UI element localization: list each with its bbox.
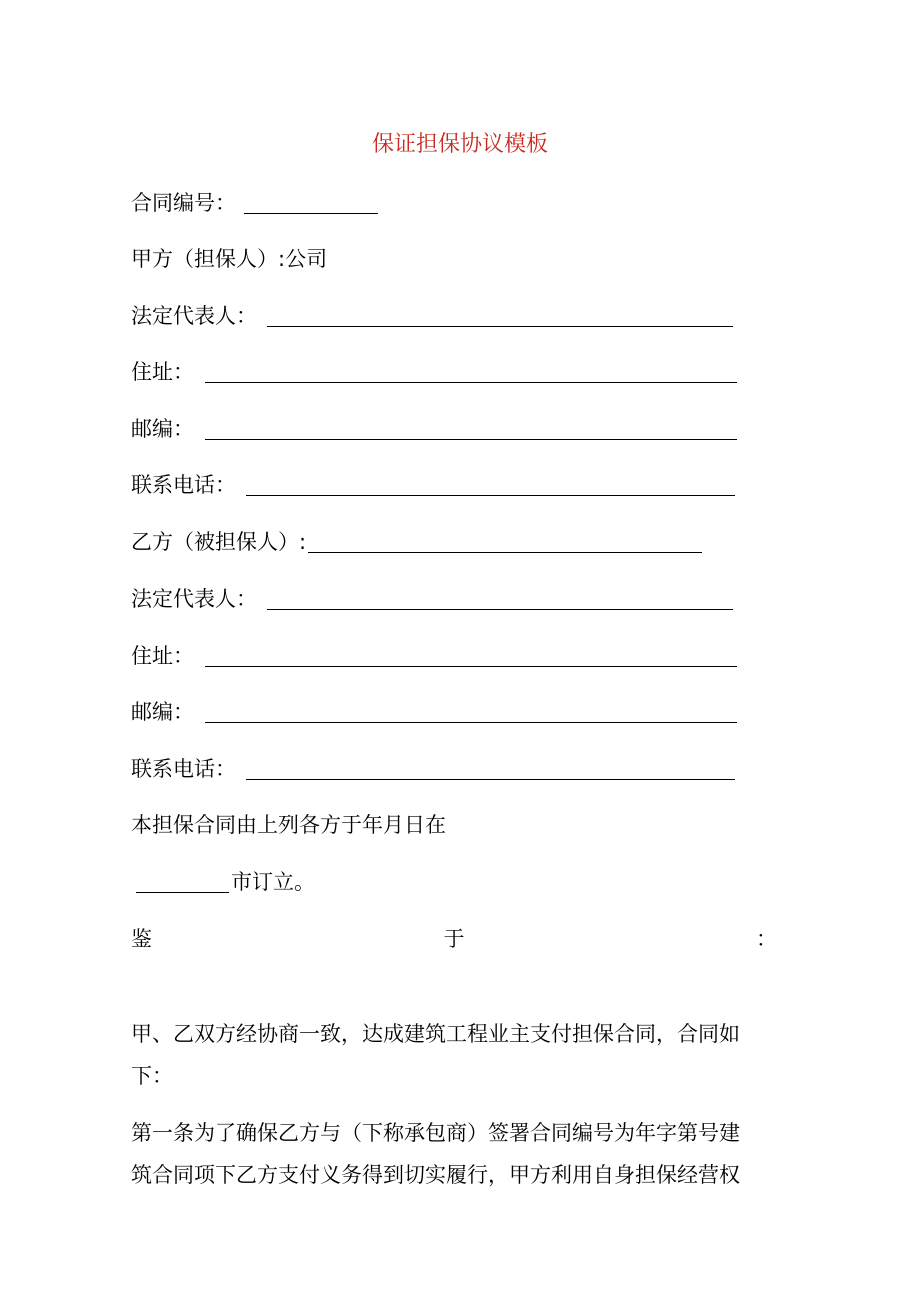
whereas-part-1: 鉴 bbox=[131, 927, 152, 951]
party-a-rep-label: 法定代表人： bbox=[131, 304, 257, 328]
city-suffix: 市订立。 bbox=[231, 870, 315, 894]
party-a-label: 甲方（担保人）:公司 bbox=[131, 247, 328, 271]
party-b-rep-line bbox=[131, 584, 733, 614]
whereas-part-2: 于 bbox=[443, 927, 465, 951]
party-a-phone-blank bbox=[246, 473, 735, 496]
party-a-line bbox=[131, 244, 327, 274]
party-b-phone-label: 联系电话： bbox=[131, 757, 236, 781]
article-1-line-1: 第一条为了确保乙方与（下称承包商）签署合同编号为年字第号建 bbox=[131, 1121, 740, 1145]
party-b-rep-label: 法定代表人： bbox=[131, 587, 257, 611]
agreement-line-2: 下： bbox=[131, 1064, 173, 1088]
agreement-line-1: 甲、乙双方经协商一致，达成建筑工程业主支付担保合同，合同如 bbox=[131, 1022, 740, 1046]
party-a-phone-line bbox=[131, 470, 735, 500]
contract-number-blank bbox=[244, 191, 378, 214]
party-b-rep-blank bbox=[267, 587, 733, 610]
article-1-line-2: 筑合同项下乙方支付义务得到切实履行，甲方利用自身担保经营权 bbox=[131, 1163, 740, 1187]
party-a-address-blank bbox=[205, 360, 737, 383]
party-b-address-line bbox=[131, 641, 737, 671]
party-b-address-blank bbox=[205, 644, 737, 667]
party-a-rep-blank bbox=[267, 304, 733, 327]
party-b-phone-line bbox=[131, 754, 735, 784]
contract-number-line bbox=[131, 188, 378, 218]
party-b-blank bbox=[308, 530, 702, 553]
contract-number-label: 合同编号： bbox=[131, 191, 236, 215]
city-blank bbox=[136, 870, 229, 893]
party-a-address-line bbox=[131, 357, 737, 387]
agreement-paragraph bbox=[131, 1013, 795, 1097]
whereas-line bbox=[131, 924, 777, 954]
party-b-postcode-label: 邮编： bbox=[131, 700, 194, 724]
city-line bbox=[136, 867, 315, 897]
party-b-postcode-line bbox=[131, 697, 737, 727]
party-a-postcode-line bbox=[131, 414, 737, 444]
party-b-address-label: 住址： bbox=[131, 644, 194, 668]
party-a-phone-label: 联系电话： bbox=[131, 473, 236, 497]
document-title: 保证担保协议模板 bbox=[371, 132, 548, 157]
party-b-line bbox=[131, 527, 702, 557]
signing-line bbox=[131, 810, 446, 840]
party-a-rep-line bbox=[131, 301, 733, 331]
party-b-postcode-blank bbox=[205, 700, 737, 723]
party-a-address-label: 住址： bbox=[131, 360, 194, 384]
party-b-phone-blank bbox=[246, 757, 735, 780]
party-b-label: 乙方（被担保人）: bbox=[131, 530, 307, 554]
party-a-postcode-label: 邮编： bbox=[131, 417, 194, 441]
whereas-part-3: ： bbox=[756, 927, 777, 951]
party-a-postcode-blank bbox=[205, 417, 737, 440]
article-1-paragraph bbox=[131, 1112, 795, 1196]
signing-text: 本担保合同由上列各方于年月日在 bbox=[131, 813, 446, 837]
